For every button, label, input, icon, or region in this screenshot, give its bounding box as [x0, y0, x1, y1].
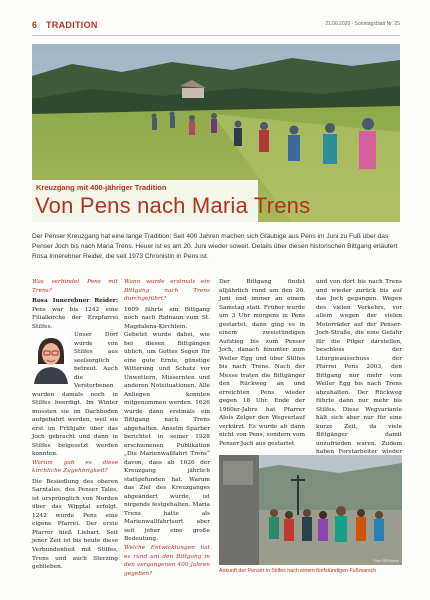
answer-4a: Der Bittgang findet alljährlich rund um den 20. Juni und immer an einem Samstag statt. Früher wurde um 3 Uhr morgens in Pens gestartet, dann ging es in einem zweistündigen Aufstieg bis zum Penser Joch, danach hinunter zum Weiler Egg und über Stilfes bis nach Trens. Nach der Messe traten die Bittgänger den Rückweg an und erreichten Pens wieder gegen 18 Uhr. Ende der 1960er-Jahre hat Pfarrer Alois Zelger den Wegverlauf verkürzt. Es wurde ab dann nicht von Pens, sondern vom Penser Joch aus gestartet	[219, 279, 305, 447]
column-1	[32, 278, 118, 572]
photo-caption: Ankunft der Penser in Stilfes nach einem fünfstündigen Fußmarsch	[219, 568, 377, 574]
question-2: Warum gab es diese kirchliche Zugehörigkeit?	[32, 459, 118, 475]
lead-paragraph: Der Penser Kreuzgang hat eine lange Tradition: Seit 400 Jahren machen sich Gläubige aus Pens im Juni zu Fuß über das Penser Joch bis nach Maria Trens. Heuer ist es am 20. Juni wieder soweit. Details über diesen historischen Bittgang erläutert Rosa Innerebner Reider, die seit 1973 Chronistin in Pens ist.	[32, 233, 398, 261]
article-title: Von Pens nach Maria Trens	[35, 193, 311, 218]
answer-1b: Unser Dorf wurde von Stilfes aus seelsorglich betreut. Auch die Verstorbenen wurden damals noch in Stilfes beerdigt. Im Winter mussten sie im Dachboden aufgebahrt werden, weil sie erst im Frühjahr über das Joch gebracht und dann in Stilfes beigesetzt werden konnten.	[32, 332, 118, 458]
portrait-photo	[32, 334, 70, 384]
speaker-name: Rosa Innerebner Reider:	[32, 298, 118, 305]
column-4	[316, 278, 402, 465]
answer-2: Die Besiedlung des oberen Sarntales, des Penser Tales, ist ursprünglich von Norden über das Wipptal erfolgt. 1242 wurde Pens eine eigene Pfarrei. Der erste Pfarrer hieß Liebart. Seit jener Zeit ist bis heute diese Verbundenheit mit Stilfes, Trens und auch Sterzing geblieben.	[32, 478, 118, 571]
article-kicker: Kreuzgang mit 400-jähriger Tradition	[36, 183, 167, 192]
question-3: Wann wurde erstmals ein Bittgang nach Trens durchgeführt?	[124, 279, 210, 303]
page-number: 6	[32, 20, 38, 30]
section-label: TRADITION	[46, 20, 98, 30]
question-1: Was verbindet Pens mit Trens?	[32, 279, 118, 294]
answer-4b: und von dort bis nach Trens und wieder zurück bis auf das Joch gegangen. Wegen des vielen Verkehrs, vor allem wegen der vielen Motorräder auf der Penser-Joch-Straße, die eine Gefahr für die Pilger darstellen, beschloss der Liturgieausschuss der Pfarrei Pens 2003, den Bittgang nur mehr vom Weiler Egg bis nach Trens abzuhalten. Der Rückweg führte dann nur mehr bis Stilfes. Diese Wegvariante hält sich aber nur für eine kurze Zeit, da viele Bittgänger damit unzufrieden waren. Zudem haben Forstarbeiter wieder	[316, 279, 402, 456]
photo-credit: Foto: RIR Archiv	[373, 559, 399, 563]
title-block	[32, 180, 311, 222]
header-rule	[32, 35, 400, 36]
answer-3: 1609 führte ein Bittgang noch nach Ridnaun zum St. Magdalena-Kirchlein. Gebetet wurde dabei, wie bei diesen Bittgängen üblich, um Gottes Segen für eine gute Ernte, günstige Witterung und Schutz vor Unwettern, Missernten und anderen Notsituationen. Alle Anliegen konnten mitgenommen werden. 1626 wurde dann erstmals ein Bittgang nach Trens abgehalten. Anselm Sparber berichtet in seiner 1928 erschienenen Publikation „Die Marienwallfahrt Trens“ davon, dass ab 1626 der Kreuzgang jährlich stattgefunden hat. Warum das Ziel des Kreuzganges abgeändert wurde, ist nirgends festgehalten. Maria Trens hatte als Marienwallfahrtsort aber seit jeher eine große Bedeutung.	[124, 306, 210, 543]
issue-info: 21.06.2020 · Sonntagsblatt Nr. 25	[325, 21, 400, 27]
photo-arrival-stilfes	[219, 455, 402, 565]
column-3	[219, 278, 305, 448]
answer-1a	[32, 297, 118, 331]
answer-1a-text: Pens war bis 1242 eine Filialkirche der Erzpfarrei Stilfes.	[32, 306, 118, 330]
page-header	[32, 20, 400, 34]
column-2	[124, 278, 210, 580]
question-4: Welche Entwicklungen hat es rund um den Bittgang in den vergangenen 400 Jahren gegeben?	[124, 544, 210, 577]
